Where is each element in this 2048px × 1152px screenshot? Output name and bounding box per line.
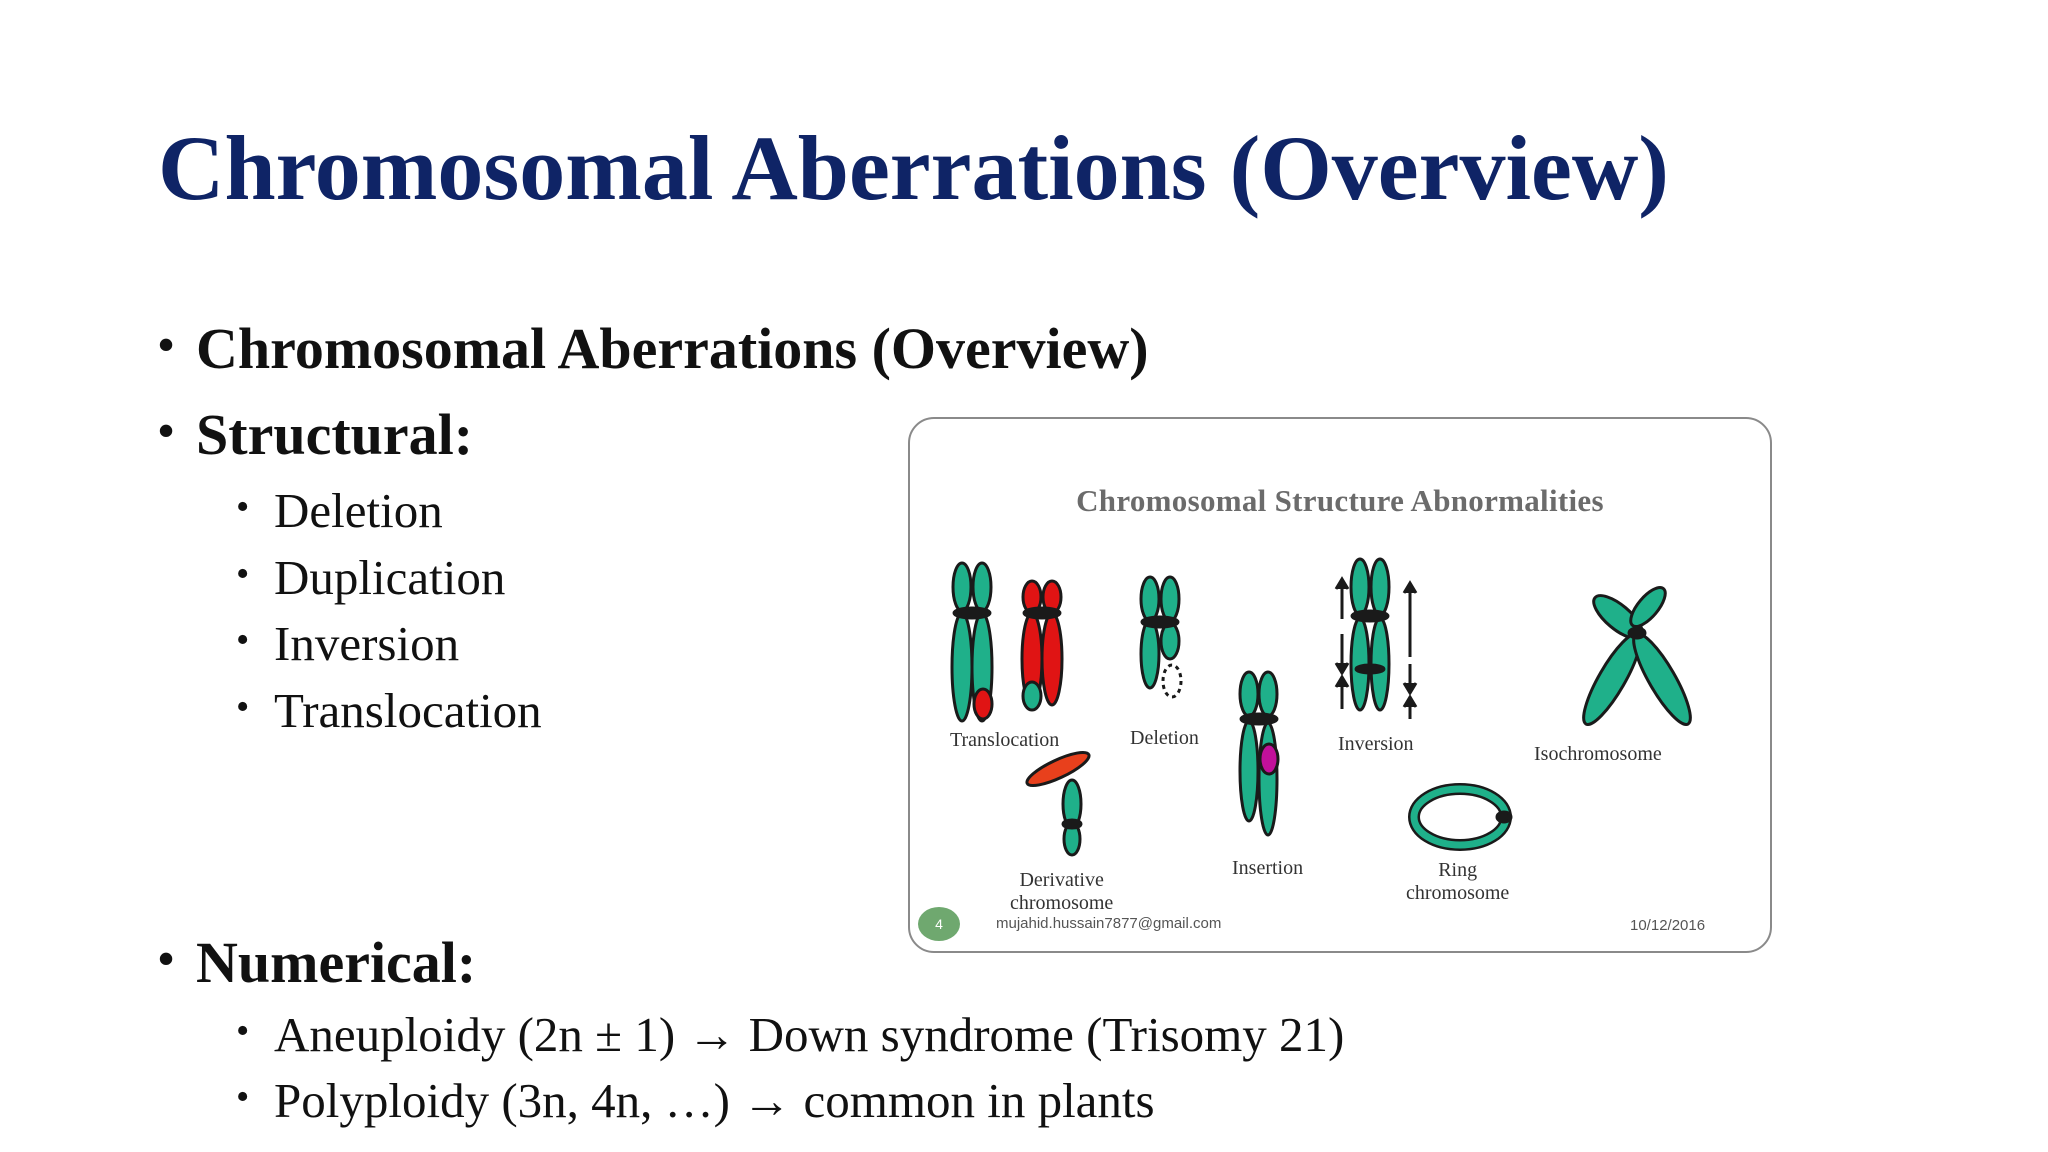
label-translocation: Translocation — [950, 729, 1060, 751]
chromosome-abnormalities-figure — [908, 417, 1772, 953]
sub-bullet-deletion — [236, 483, 443, 538]
bullet-marker: • — [236, 1010, 250, 1052]
figure-title: Chromosomal Structure Abnormalities — [1076, 483, 1604, 518]
sub-bullet-text: Polyploidy (3n, 4n, …) → common in plants — [274, 1073, 1155, 1128]
bullet-marker: • — [236, 553, 250, 595]
label-inversion: Inversion — [1338, 733, 1414, 755]
bullet-marker: • — [158, 405, 175, 456]
label-isochromosome: Isochromosome — [1534, 743, 1662, 765]
bullet-overview — [158, 316, 1149, 381]
sub-bullet-inversion — [236, 616, 460, 671]
translocation-green-chromosome — [952, 563, 992, 721]
sub-bullet-text: Duplication — [274, 550, 506, 605]
bullet-marker: • — [158, 933, 175, 984]
bullet-marker: • — [158, 319, 175, 370]
ring-chromosome — [1414, 789, 1511, 845]
sub-bullet-aneuploidy — [236, 1007, 1345, 1062]
bullet-marker: • — [236, 619, 250, 661]
sub-bullet-duplication — [236, 550, 506, 605]
footer-date: 10/12/2016 — [1630, 917, 1706, 934]
sub-bullet-translocation — [236, 683, 542, 738]
derivative-chromosome — [1023, 746, 1092, 855]
bullet-marker: • — [236, 1076, 250, 1118]
label-ring: Ring chromosome — [1406, 859, 1510, 904]
insertion-chromosome — [1240, 672, 1278, 835]
slide-title: Chromosomal Aberrations (Overview) — [158, 117, 1669, 219]
label-deletion: Deletion — [1130, 727, 1199, 749]
bullet-text: Structural: — [196, 402, 474, 467]
sub-bullet-polyploidy — [236, 1073, 1155, 1128]
label-insertion: Insertion — [1232, 857, 1304, 879]
bullet-marker: • — [236, 686, 250, 728]
sub-bullet-text: Aneuploidy (2n ± 1) → Down syndrome (Trisomy 21) — [274, 1007, 1345, 1062]
page-number-badge: 4 — [918, 907, 960, 941]
isochromosome — [1575, 582, 1700, 730]
bullet-marker: • — [236, 486, 250, 528]
footer-email: mujahid.hussain7877@gmail.com — [996, 915, 1222, 932]
bullet-text: Chromosomal Aberrations (Overview) — [196, 316, 1149, 381]
deletion-chromosome — [1141, 577, 1181, 697]
bullet-text: Numerical: — [196, 930, 477, 995]
sub-bullet-text: Deletion — [274, 483, 443, 538]
inversion-chromosome — [1336, 559, 1416, 719]
sub-bullet-text: Translocation — [274, 683, 542, 738]
label-derivative: Derivative chromosome — [1010, 869, 1114, 914]
bullet-structural — [158, 402, 474, 467]
translocation-red-chromosome — [1022, 581, 1062, 710]
sub-bullet-text: Inversion — [274, 616, 460, 671]
bullet-numerical — [158, 930, 477, 995]
